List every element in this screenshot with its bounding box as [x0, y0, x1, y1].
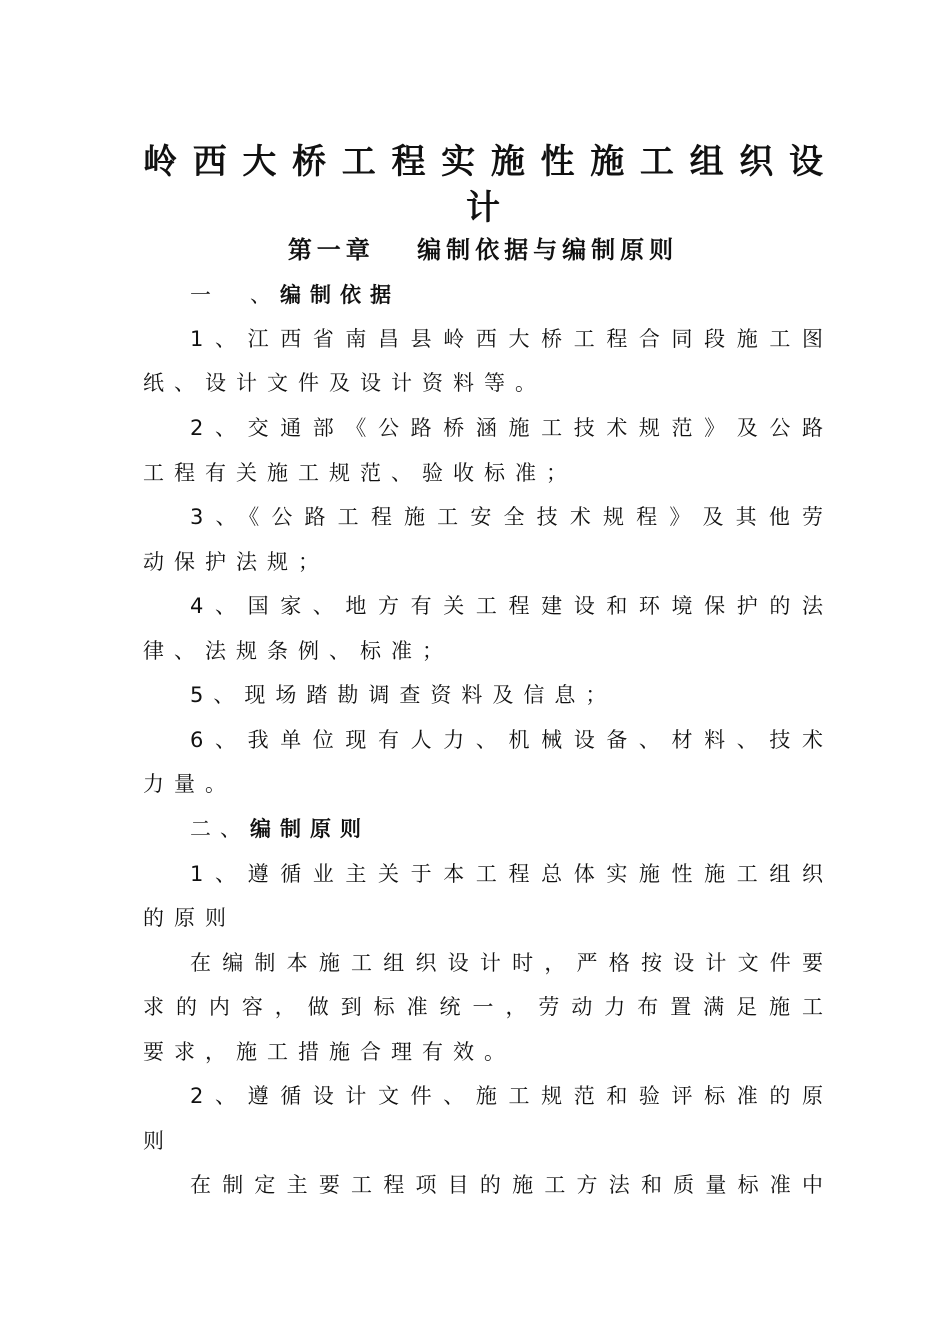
section-heading-principles — [190, 814, 370, 844]
section-number: 二、 — [190, 817, 250, 841]
principle-2-line-1: 2、遵循设计文件、施工规范和验评标准的原 — [190, 1084, 823, 1108]
section-label: 编制原则 — [250, 817, 370, 841]
principle-2-line-2: 则 — [143, 1129, 174, 1153]
section-heading-basis — [190, 280, 400, 310]
basis-item-1-line-1: 1、江西省南昌县岭西大桥工程合同段施工图 — [190, 327, 823, 351]
basis-item-6-line-2: 力量。 — [143, 772, 236, 796]
basis-item-3-line-2: 动保护法规； — [143, 550, 329, 574]
basis-item-1-line-2: 纸、设计文件及设计资料等。 — [143, 371, 546, 395]
principle-1-body-line-3: 要求，施工措施合理有效。 — [143, 1040, 515, 1064]
document-title-line-2: 计 — [466, 188, 500, 228]
principle-1-body-line-2: 求的内容，做到标准统一，劳动力布置满足施工 — [143, 995, 823, 1019]
principle-2-body-line-1: 在制定主要工程项目的施工方法和质量标准中 — [190, 1173, 823, 1197]
basis-item-6-line-1: 6、我单位现有人力、机械设备、材料、技术 — [190, 728, 823, 752]
basis-item-3-line-1: 3、《公路工程施工安全技术规程》及其他劳 — [190, 505, 823, 529]
basis-item-5: 5、现场踏勘调查资料及信息； — [190, 683, 617, 707]
principle-1-line-2: 的原则 — [143, 906, 236, 930]
chapter-heading: 第一章 编制依据与编制原则 — [287, 236, 679, 264]
basis-item-2-line-1: 2、交通部《公路桥涵施工技术规范》及公路 — [190, 416, 823, 440]
basis-item-4-line-1: 4、国家、地方有关工程建设和环境保护的法 — [190, 594, 823, 618]
section-number: 一 、 — [190, 283, 280, 307]
principle-1-line-1: 1、遵循业主关于本工程总体实施性施工组织 — [190, 862, 823, 886]
principle-1-body-line-1: 在编制本施工组织设计时，严格按设计文件要 — [190, 951, 823, 975]
section-label: 编制依据 — [280, 283, 400, 307]
document-title-line-1: 岭西大桥工程实施性施工组织设 — [143, 142, 823, 182]
basis-item-2-line-2: 工程有关施工规范、验收标准； — [143, 461, 577, 485]
basis-item-4-line-2: 律、法规条例、标准； — [143, 639, 453, 663]
